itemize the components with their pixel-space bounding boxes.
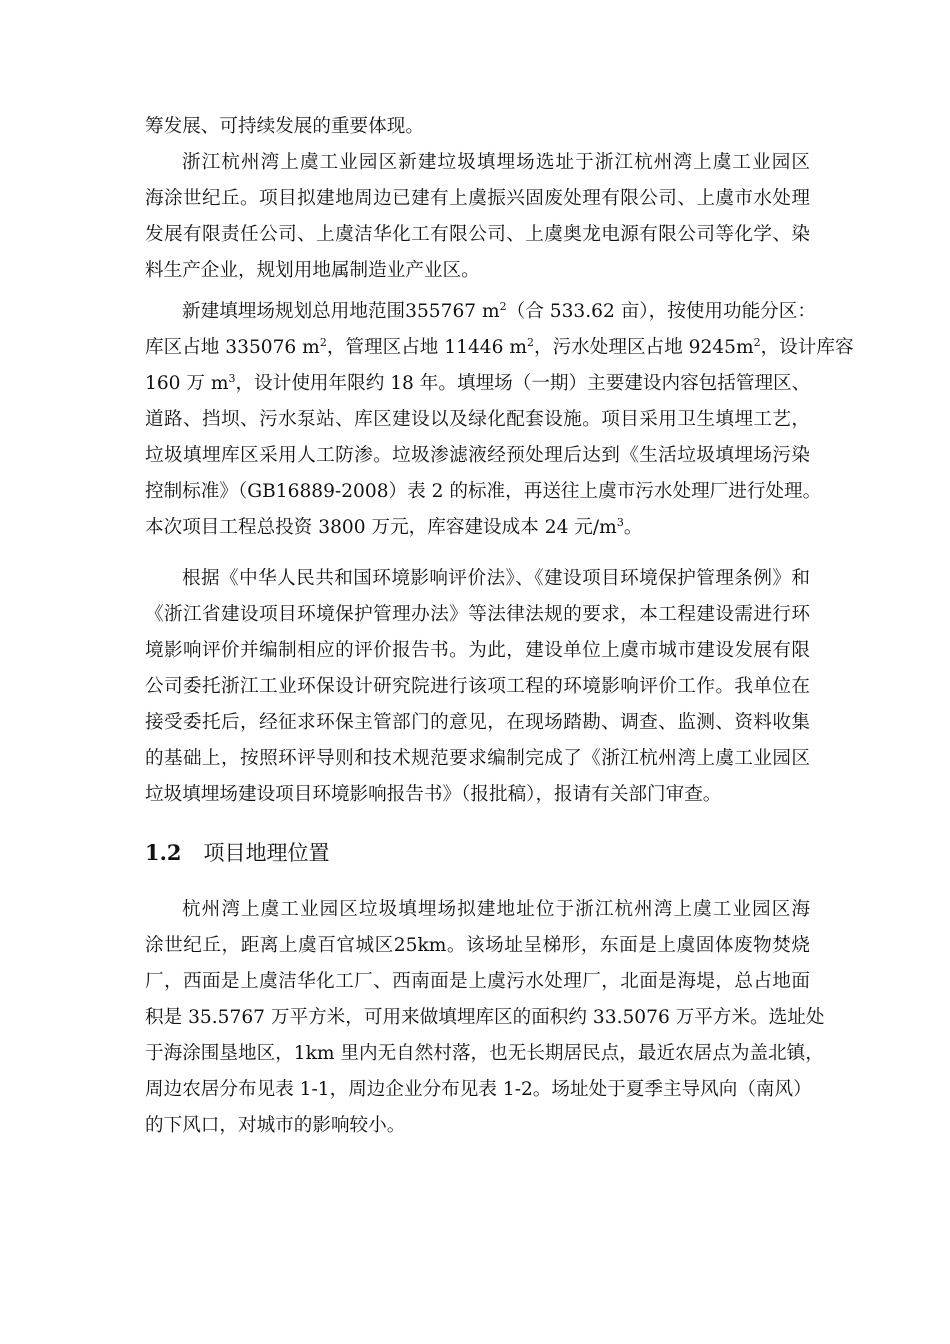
paragraph-plan-line: 本次项目工程总投资 3800 万元，库容建设成本 24 元$/m^3$。 [145,516,643,538]
paragraph-site-line: 料生产企业，规划用地属制造业产业区。 [145,260,480,281]
paragraph-site-line: 浙江杭州湾上虞工业园区新建垃圾填埋场选址于浙江杭州湾上虞工业园区 [182,152,810,173]
paragraph-law-line: 垃圾填埋场建设项目环境影响报告书》（报批稿），报请有关部门审查。 [145,784,722,805]
paragraph-site-line: 发展有限责任公司、上虞洁华化工有限公司、上虞奥龙电源有限公司等化学、染 [145,224,810,245]
paragraph-law-line: 根据《中华人民共和国环境影响评价法》、《建设项目环境保护管理条例》和 [182,568,810,589]
section-title: 项目地理位置 [203,841,330,865]
paragraph-law-line: 《浙江省建设项目环境保护管理办法》等法律法规的要求，本工程建设需进行环 [145,604,810,625]
paragraph-plan-line: 160 万 $m^3$，设计使用年限约 18 年。填埋场（一期）主要建设内容包括管理区、 [145,372,811,394]
paragraph-location-line: 厂，西面是上虞洁华化工厂、西南面是上虞污水处理厂，北面是海堤，总占地面 [145,971,810,992]
section-number: 1.2 [145,840,182,865]
paragraph-plan-line: 库区占地 335076 $m^2$，管理区占地 11446 $m^2$，污水处理区占地 $9245m^2$，设计库容 [145,336,854,358]
paragraph-intro-tail: 筹发展、可持续发展的重要体现。 [145,116,424,137]
paragraph-law-line: 公司委托浙江工业环保设计研究院进行该项工程的环境影响评价工作。我单位在 [145,676,810,697]
paragraph-law-line: 接受委托后，经征求环保主管部门的意见，在现场踏勘、调查、监测、资料收集 [145,712,810,733]
paragraph-plan-line: 控制标准》（GB16889-2008）表 2 的标准，再送往上虞市污水处理厂进行处理。 [145,481,822,502]
paragraph-plan-line: 垃圾填埋库区采用人工防渗。垃圾渗滤液经预处理后达到《生活垃圾填埋场污染 [145,445,810,466]
paragraph-location-line: 于海涂围垦地区，1km 里内无自然村落，也无长期居民点，最近农居点为盖北镇， [145,1043,824,1064]
paragraph-site-line: 海涂世纪丘。项目拟建地周边已建有上虞振兴固废处理有限公司、上虞市水处理 [145,188,810,209]
paragraph-location-line: 的下风口，对城市的影响较小。 [145,1115,406,1136]
paragraph-location-line: 杭州湾上虞工业园区垃圾填埋场拟建地址位于浙江杭州湾上虞工业园区海 [182,899,810,920]
paragraph-plan-line: 新建填埋场规划总用地范围355767 $m^2$（合 533.62 亩），按使用功能分区： [182,300,816,322]
section-heading [145,838,330,868]
paragraph-location-line: 周边农居分布见表 1-1，周边企业分布见表 1-2。场址处于夏季主导风向（南风） [145,1079,812,1100]
paragraph-location-line: 涂世纪丘，距离上虞百官城区25km。该场址呈梯形，东面是上虞固体废物焚烧 [145,935,810,956]
paragraph-law-line: 的基础上，按照环评导则和技术规范要求编制完成了《浙江杭州湾上虞工业园区 [145,748,810,769]
paragraph-location-line: 积是 35.5767 万平方米，可用来做填埋库区的面积约 33.5076 万平方米。选址处 [145,1007,825,1028]
paragraph-law-line: 境影响评价并编制相应的评价报告书。为此，建设单位上虞市城市建设发展有限 [145,640,810,661]
paragraph-plan-line: 道路、挡坝、污水泵站、库区建设以及绿化配套设施。项目采用卫生填埋工艺， [145,409,810,430]
